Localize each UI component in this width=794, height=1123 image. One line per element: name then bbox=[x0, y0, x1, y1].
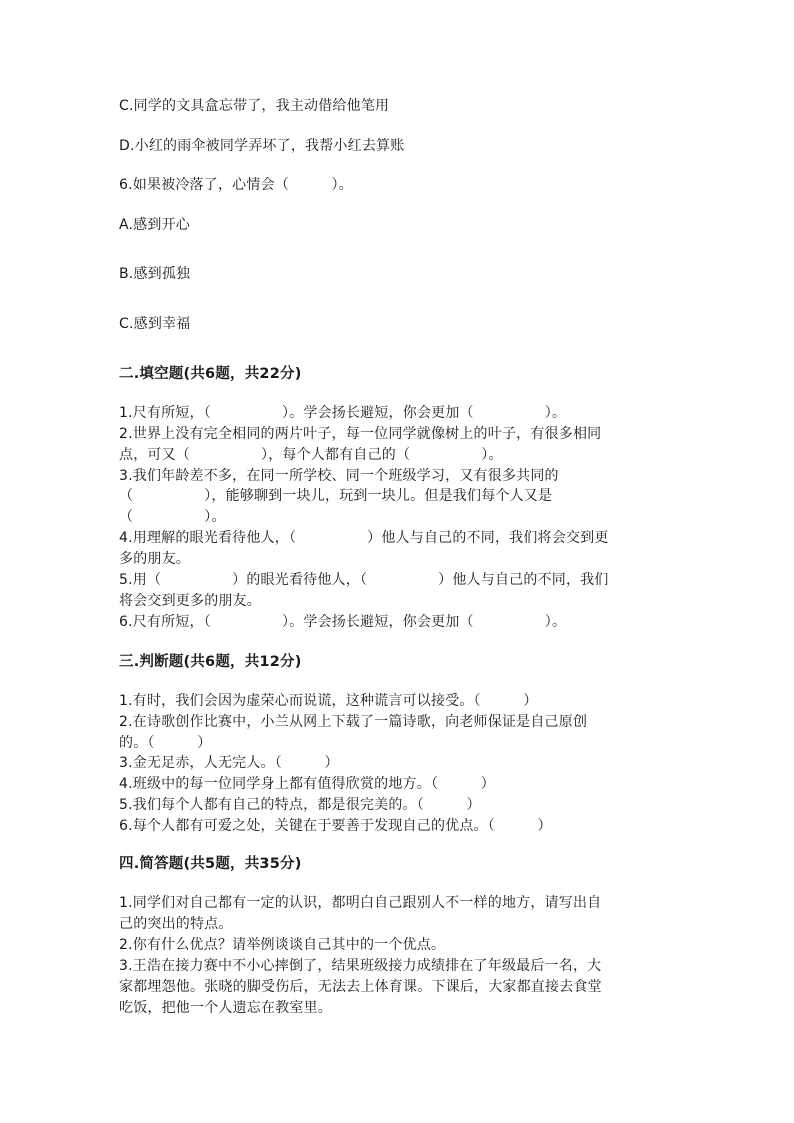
fill-line: 将会交到更多的朋友。 bbox=[119, 593, 261, 609]
short-line: 3.王浩在接力赛中不小心摔倒了，结果班级接力成绩排在了年级最后一名，大 bbox=[119, 958, 602, 974]
short-line: 己的突出的特点。 bbox=[119, 916, 233, 932]
q6-stem: 6.如果被冷落了，心情会（ ）。 bbox=[119, 177, 353, 193]
judge-line: 的。（ ） bbox=[119, 735, 212, 751]
fill-line: 1.尺有所短，（ ）。学会扬长避短，你会更加（ ）。 bbox=[119, 405, 567, 421]
fill-line: （ ）。 bbox=[119, 509, 226, 525]
fill-line: （ ），能够聊到一块儿，玩到一块儿。但是我们每个人又是 bbox=[119, 488, 553, 504]
short-line: 家都埋怨他。张晓的脚受伤后，无法去上体育课。下课后，大家都直接去食堂 bbox=[119, 979, 602, 995]
fill-line: 点，可又（ ），每个人都有自己的（ ）。 bbox=[119, 447, 503, 463]
judge-line: 6.每个人都有可爱之处，关键在于要善于发现自己的优点。（ ） bbox=[119, 818, 552, 834]
fill-line: 4.用理解的眼光看待他人，（ ）他人与自己的不同，我们将会交到更 bbox=[119, 530, 609, 546]
judge-section-heading: 三.判断题(共6题，共12分) bbox=[119, 654, 302, 670]
judge-line: 5.我们每个人都有自己的特点，都是很完美的。（ ） bbox=[119, 797, 481, 813]
fill-section-heading: 二.填空题(共6题，共22分) bbox=[119, 366, 302, 382]
short-line: 2.你有什么优点？请举例谈谈自己其中的一个优点。 bbox=[119, 937, 446, 953]
q5-option-c: C.同学的文具盒忘带了，我主动借给他笔用 bbox=[119, 98, 390, 114]
judge-line: 3.金无足赤，人无完人。（ ） bbox=[119, 755, 339, 771]
judge-line: 1.有时，我们会因为虚荣心而说谎，这种谎言可以接受。（ ） bbox=[119, 693, 538, 709]
q6-option-c: C.感到幸福 bbox=[119, 316, 191, 332]
q5-option-d: D.小红的雨伞被同学弄坏了，我帮小红去算账 bbox=[119, 138, 405, 154]
judge-line: 4.班级中的每一位同学身上都有值得欣赏的地方。（ ） bbox=[119, 776, 495, 792]
short-section-heading: 四.简答题(共5题，共35分) bbox=[119, 856, 302, 872]
fill-line: 多的朋友。 bbox=[119, 551, 190, 567]
q6-option-b: B.感到孤独 bbox=[119, 266, 191, 282]
q6-option-a: A.感到开心 bbox=[119, 217, 190, 233]
fill-line: 3.我们年龄差不多，在同一所学校、同一个班级学习，又有很多共同的 bbox=[119, 468, 559, 484]
judge-line: 2.在诗歌创作比赛中，小兰从网上下载了一篇诗歌，向老师保证是自己原创 bbox=[119, 714, 588, 730]
fill-line: 5.用（ ）的眼光看待他人，（ ）他人与自己的不同，我们 bbox=[119, 572, 609, 588]
fill-line: 2.世界上没有完全相同的两片叶子，每一位同学就像树上的叶子，有很多相同 bbox=[119, 426, 602, 442]
short-line: 吃饭，把他一个人遗忘在教室里。 bbox=[119, 1000, 332, 1016]
fill-line: 6.尺有所短，（ ）。学会扬长避短，你会更加（ ）。 bbox=[119, 614, 567, 630]
short-line: 1.同学们对自己都有一定的认识，都明白自己跟别人不一样的地方，请写出自 bbox=[119, 895, 602, 911]
